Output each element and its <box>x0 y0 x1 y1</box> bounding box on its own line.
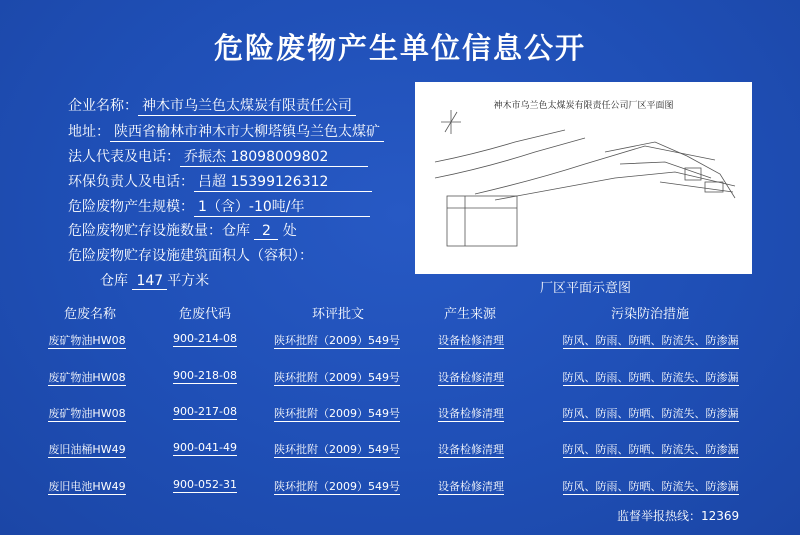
cell-waste-code <box>165 332 245 345</box>
area-value-row <box>100 270 209 290</box>
cell-waste-name <box>47 441 127 457</box>
facility-count-row <box>68 220 297 240</box>
header-waste-code: 危废代码 <box>178 307 231 322</box>
cell-waste-name <box>47 478 127 494</box>
cell-waste-code-text: 900-052-31 <box>173 478 237 491</box>
cell-waste-code-text: 900-217-08 <box>173 405 237 418</box>
header-waste-name: 危废名称 <box>63 307 116 322</box>
cell-source-text: 设备检修清理 <box>438 443 504 456</box>
header-source: 产生来源 <box>443 307 496 322</box>
cell-waste-name-text: 废旧油桶HW49 <box>48 443 126 456</box>
cell-waste-name <box>47 332 127 348</box>
facility-count-prefix: 危险废物贮存设施数量：仓库 <box>68 223 250 239</box>
cell-prevention-text: 防风、防雨、防晒、防流失、防渗漏 <box>562 371 739 384</box>
cell-source <box>428 405 514 421</box>
cell-source-text: 设备检修清理 <box>438 371 504 384</box>
address-value: 陕西省榆林市神木市大柳塔镇乌兰色太煤矿 <box>110 121 384 142</box>
cell-prevention <box>548 369 753 385</box>
cell-prevention <box>548 405 753 421</box>
header-eia-approval: 环评批文 <box>311 307 364 322</box>
cell-eia-approval <box>272 478 402 494</box>
cell-prevention-text: 防风、防雨、防晒、防流失、防渗漏 <box>562 407 739 420</box>
facility-count-value: 2 <box>254 223 278 240</box>
cell-prevention-text: 防风、防雨、防晒、防流失、防渗漏 <box>562 443 739 456</box>
env-label: 环保负责人及电话： <box>68 174 194 190</box>
cell-eia-approval-text: 陕环批附（2009）549号 <box>274 443 400 456</box>
legal-value: 乔振杰 18098009802 <box>180 146 368 167</box>
area-label: 危险废物贮存设施建筑面积人（容积）： <box>68 248 313 264</box>
scale-row <box>68 196 370 217</box>
cell-eia-approval <box>272 441 402 457</box>
cell-waste-code <box>165 478 245 491</box>
page-title: 危险废物产生单位信息公开 <box>213 31 586 65</box>
cell-source <box>428 441 514 457</box>
cell-source <box>428 332 514 348</box>
cell-waste-name-text: 废矿物油HW08 <box>48 371 126 384</box>
area-label-row <box>68 245 313 265</box>
facility-count-suffix: 处 <box>282 223 297 239</box>
cell-prevention-text: 防风、防雨、防晒、防流失、防渗漏 <box>562 480 739 493</box>
cell-prevention-text: 防风、防雨、防晒、防流失、防渗漏 <box>562 334 739 347</box>
cell-waste-name-text: 废旧电池HW49 <box>48 480 126 493</box>
header-prevention: 污染防治措施 <box>610 307 689 322</box>
cell-waste-name <box>47 405 127 421</box>
cell-source-text: 设备检修清理 <box>438 334 504 347</box>
address-row <box>68 121 384 142</box>
site-plan-map <box>415 82 752 274</box>
cell-waste-code-text: 900-214-08 <box>173 332 237 345</box>
cell-source <box>428 369 514 385</box>
cell-eia-approval <box>272 405 402 421</box>
cell-waste-code <box>165 441 245 454</box>
cell-source-text: 设备检修清理 <box>438 407 504 420</box>
area-suffix: 平方米 <box>167 273 210 289</box>
cell-waste-code <box>165 405 245 418</box>
scale-value: 1（含）-10吨/年 <box>194 196 370 217</box>
env-value: 吕超 15399126312 <box>194 171 372 192</box>
cell-eia-approval <box>272 332 402 348</box>
area-prefix: 仓库 <box>100 273 128 289</box>
cell-waste-code-text: 900-218-08 <box>173 369 237 382</box>
cell-source-text: 设备检修清理 <box>438 480 504 493</box>
company-label: 企业名称： <box>68 98 138 114</box>
map-title: 神木市乌兰色太煤炭有限责任公司厂区平面图 <box>493 101 674 111</box>
company-value: 神木市乌兰色太煤炭有限责任公司 <box>138 95 356 116</box>
legal-row <box>68 146 368 167</box>
env-row <box>68 171 372 192</box>
legal-label: 法人代表及电话： <box>68 149 180 165</box>
cell-waste-code-text: 900-041-49 <box>173 441 237 454</box>
scale-label: 危险废物产生规模： <box>68 199 194 215</box>
address-label: 地址： <box>68 124 110 140</box>
cell-prevention <box>548 441 753 457</box>
cell-eia-approval-text: 陕环批附（2009）549号 <box>274 480 400 493</box>
cell-source <box>428 478 514 494</box>
cell-eia-approval-text: 陕环批附（2009）549号 <box>274 334 400 347</box>
map-caption: 厂区平面示意图 <box>540 281 632 296</box>
cell-waste-name-text: 废矿物油HW08 <box>48 334 126 347</box>
cell-eia-approval-text: 陕环批附（2009）549号 <box>274 371 400 384</box>
cell-waste-name-text: 废矿物油HW08 <box>48 407 126 420</box>
cell-prevention <box>548 478 753 494</box>
cell-eia-approval-text: 陕环批附（2009）549号 <box>274 407 400 420</box>
cell-eia-approval <box>272 369 402 385</box>
area-value: 147 <box>132 273 167 290</box>
cell-waste-code <box>165 369 245 382</box>
hotline: 监督举报热线：12369 <box>617 509 740 523</box>
company-row <box>68 95 356 116</box>
cell-waste-name <box>47 369 127 385</box>
cell-prevention <box>548 332 753 348</box>
